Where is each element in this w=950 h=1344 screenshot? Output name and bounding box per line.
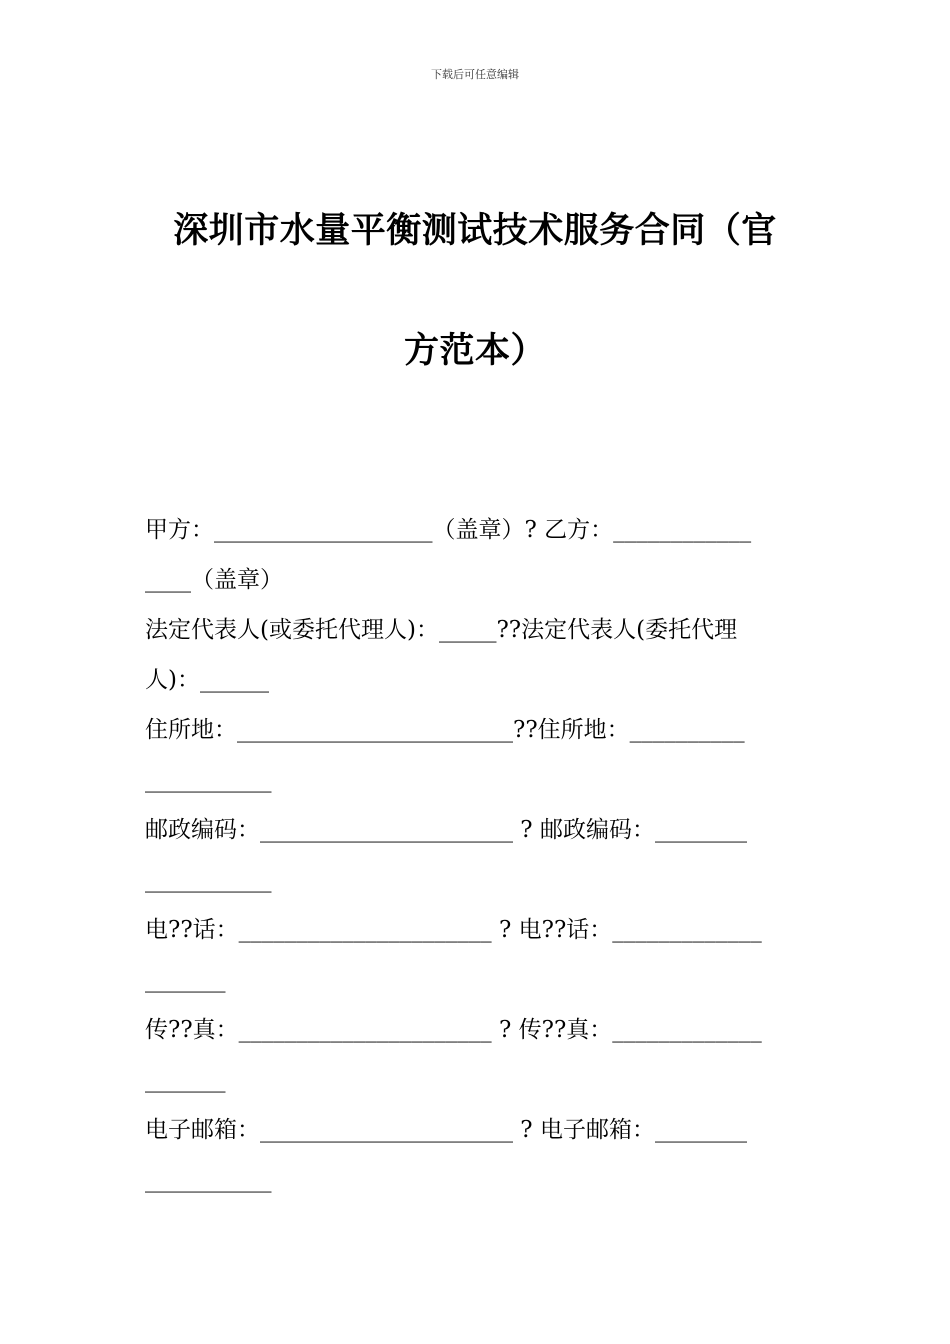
header-note: 下载后可任意编辑 bbox=[431, 68, 519, 81]
email-continued-line: ___________ bbox=[145, 1167, 272, 1193]
postcode-continued-line: ___________ bbox=[145, 867, 272, 893]
party-b-seal-line: ____（盖章） bbox=[145, 567, 283, 593]
fax-continued-line: _______ bbox=[145, 1067, 226, 1093]
document-title-line-1: 深圳市水量平衡测试技术服务合同（官 bbox=[173, 210, 777, 251]
address-continued-line: ___________ bbox=[145, 767, 272, 793]
phone-line: 电??话：______________________ ? 电??话：_____________ bbox=[145, 917, 762, 943]
party-a-line: 甲方：___________________（盖章）? 乙方：____________ bbox=[145, 517, 752, 543]
email-line: 电子邮箱：______________________ ? 电子邮箱：________ bbox=[145, 1117, 747, 1143]
document-title-line-2: 方范本） bbox=[403, 330, 546, 371]
address-line: 住所地：________________________??住所地：__________ bbox=[145, 717, 745, 743]
postcode-line: 邮政编码：______________________ ? 邮政编码：________ bbox=[145, 817, 747, 843]
fax-line: 传??真：______________________ ? 传??真：_____________ bbox=[145, 1017, 762, 1043]
legal-rep-line: 法定代表人(或委托代理人)：_____??法定代表人(委托代理 bbox=[145, 617, 738, 643]
phone-continued-line: _______ bbox=[145, 967, 226, 993]
legal-rep-continued-line: 人)：______ bbox=[145, 667, 269, 693]
